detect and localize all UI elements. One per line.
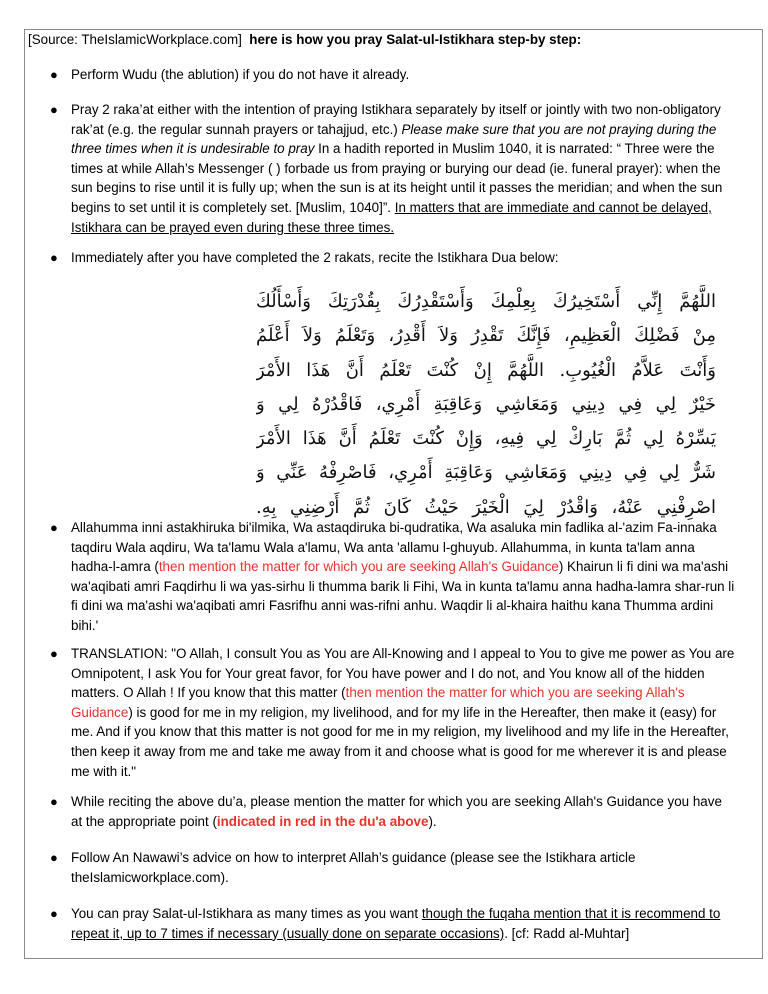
dua-line: اللَّهُمَّ إِنِّي أَسْتَخِيرُكَ بِعِلْمِكَ وَأَسْتَقْدِرُكَ بِقُدْرَتِكَ وَأَسْأَلُكَ bbox=[256, 291, 716, 312]
page-title: here is how you pray Salat-ul-Istikhara step-by step: bbox=[249, 32, 582, 47]
warning-text: Please make sure that you are not praying during the three times when it is undesirable to pray bbox=[71, 121, 717, 157]
red-instruction: then mention the matter for which you are seeking Allah's Guidance bbox=[71, 685, 685, 720]
list-item: ● Immediately after you have completed the 2 rakats, recite the Istikhara Dua below: bbox=[71, 248, 735, 268]
list-item: ● TRANSLATION: "O Allah, I consult You as You are All-Knowing and I appeal to You to give me power as You are Omnipotent, I ask You for Your great favor, for You have power and I do not, and You know all of the hidden matters. O Allah ! If you know that this matter (then mention the matter for which you are seeking Allah's Guidance) is good for me in my religion, my livelihood, and for my life in the Hereafter, then make it (easy) for me. And if you know that this matter is not good for me in my religion, my livelihood and my life in the Hereafter, then keep it away from me and take me away from it and choose what is good for me wherever it is and please me with it." bbox=[50, 646, 735, 779]
list-item: ● You can pray Salat-ul-Istikhara as many times as you want though the fuqaha mention that it is recommend to repeat it, up to 7 times if necessary (usually done on separate occasions). [cf: Radd al-Muhtar] bbox=[50, 906, 721, 941]
dua-line: خَيْرٌ لِي فِي دِينِي وَمَعَاشِي وَعَاقِبَةِ أَمْرِي، فَاقْدُرْهُ لِي وَ bbox=[256, 393, 716, 415]
underlined-note: though the fuqaha mention that it is recommend to repeat it, up to 7 times if necessary (usually done on separate occasions) bbox=[71, 906, 721, 941]
bullet-icon: ● bbox=[50, 520, 58, 535]
dua-line: مِنْ فَضْلِكَ الْعَظِيمِ، فَإِنَّكَ تَقْدِرُ وَلاَ أَقْدِرُ، وَتَعْلَمُ وَلاَ أَعْلَمُ bbox=[256, 325, 716, 347]
list-item: ● Perform Wudu (the ablution) if you do not have it already. bbox=[71, 65, 735, 85]
red-highlight: indicated in red in the du'a above bbox=[216, 813, 429, 829]
bullet-icon: ● bbox=[50, 906, 58, 921]
bullet-icon: ● bbox=[50, 794, 58, 809]
bullet-icon: ● bbox=[50, 250, 58, 265]
arabic-dua-image bbox=[256, 285, 716, 525]
document-page bbox=[24, 29, 763, 959]
list-item: ● Follow An Nawawi’s advice on how to interpret Allah’s guidance (please see the Istikhara article theIslamicworkplace.com). bbox=[50, 850, 636, 885]
dua-line: يَسِّرْهُ لِي ثُمَّ بَارِكْ لِي فِيهِ، وَإِنْ كُنْتَ تَعْلَمُ أَنَّ هَذَا الأَمْرَ bbox=[256, 428, 716, 450]
bullet-icon: ● bbox=[50, 850, 58, 865]
bullet-icon: ● bbox=[50, 102, 58, 117]
underlined-note: In matters that are immediate and cannot be delayed, Istikhara can be prayed even during these three times. bbox=[71, 199, 712, 235]
red-instruction: then mention the matter for which you are seeking Allah's Guidance bbox=[158, 559, 559, 575]
dua-line: اصْرِفْنِي عَنْهُ، وَاقْدُرْ لِيَ الْخَيْرَ حَيْثُ كَانَ ثُمَّ أَرْضِنِي بِهِ. bbox=[256, 496, 716, 518]
bullet-icon: ● bbox=[50, 646, 58, 661]
list-item: ● Allahumma inni astakhiruka bi'ilmika, Wa astaqdiruka bi-qudratika, Wa asaluka min fadlika al-'azim Fa-innaka taqdiru Wala aqdiru, Wa ta'lamu Wala a'lamu, Wa anta 'allamu l-ghuyub. Allahumma, in kunta ta'lam anna hadha-l-amra (then mention the matter for which you are seeking Allah's Guidance) Khairun li fi dini wa ma'ashi wa'aqibati amri Faqdirhu li wa yas-sirhu li thumma barik li Fihi, Wa in kunta ta'lamu anna hadha-lamra shar-run li fi dini wa ma'ashi wa'aqibati amri Fasrifhu anni was-rifni anhu. Waqdir li al-khaira haithu kana Thumma ardini bihi.' bbox=[50, 520, 735, 633]
bullet-icon: ● bbox=[50, 67, 58, 82]
list-item: ● While reciting the above du’a, please mention the matter for which you are seeking Allah's Guidance you have at the appropriate point (indicated in red in the du'a above). bbox=[50, 794, 722, 829]
source-text: [Source: TheIslamicWorkplace.com] bbox=[28, 32, 242, 47]
dua-line: وَأَنْتَ عَلاَّمُ الْغُيُوبِ. اللَّهُمَّ إِنْ كُنْتَ تَعْلَمُ أَنَّ هَذَا الأَمْرَ bbox=[256, 359, 716, 381]
list-item: ● Pray 2 raka’at either with the intention of praying Istikhara separately by itself or jointly with two non-obligatory rak’at (e.g. the regular sunnah prayers or tahajjud, etc.) Please make sure that you are not praying during the three times when it is undesirable to pray In a hadith reported in Muslim 1040, it is narrated: “ Three were the times at while Allah’s Messenger ( ) forbade us from praying or burying our dead (ie. funeral prayer): when the sun begins to rise until it is fully up; when the sun is at its height until it passes the meridian; and when the sun begins to set until it is completely set. [Muslim, 1040]”. In matters that are immediate and cannot be delayed, Istikhara can be prayed even during these three times. bbox=[50, 102, 723, 235]
header-line bbox=[28, 30, 581, 50]
dua-line: شَرٌّ لِي فِي دِينِي وَمَعَاشِي وَعَاقِبَةِ أَمْرِي، فَاصْرِفْهُ عَنِّي وَ bbox=[256, 462, 716, 484]
